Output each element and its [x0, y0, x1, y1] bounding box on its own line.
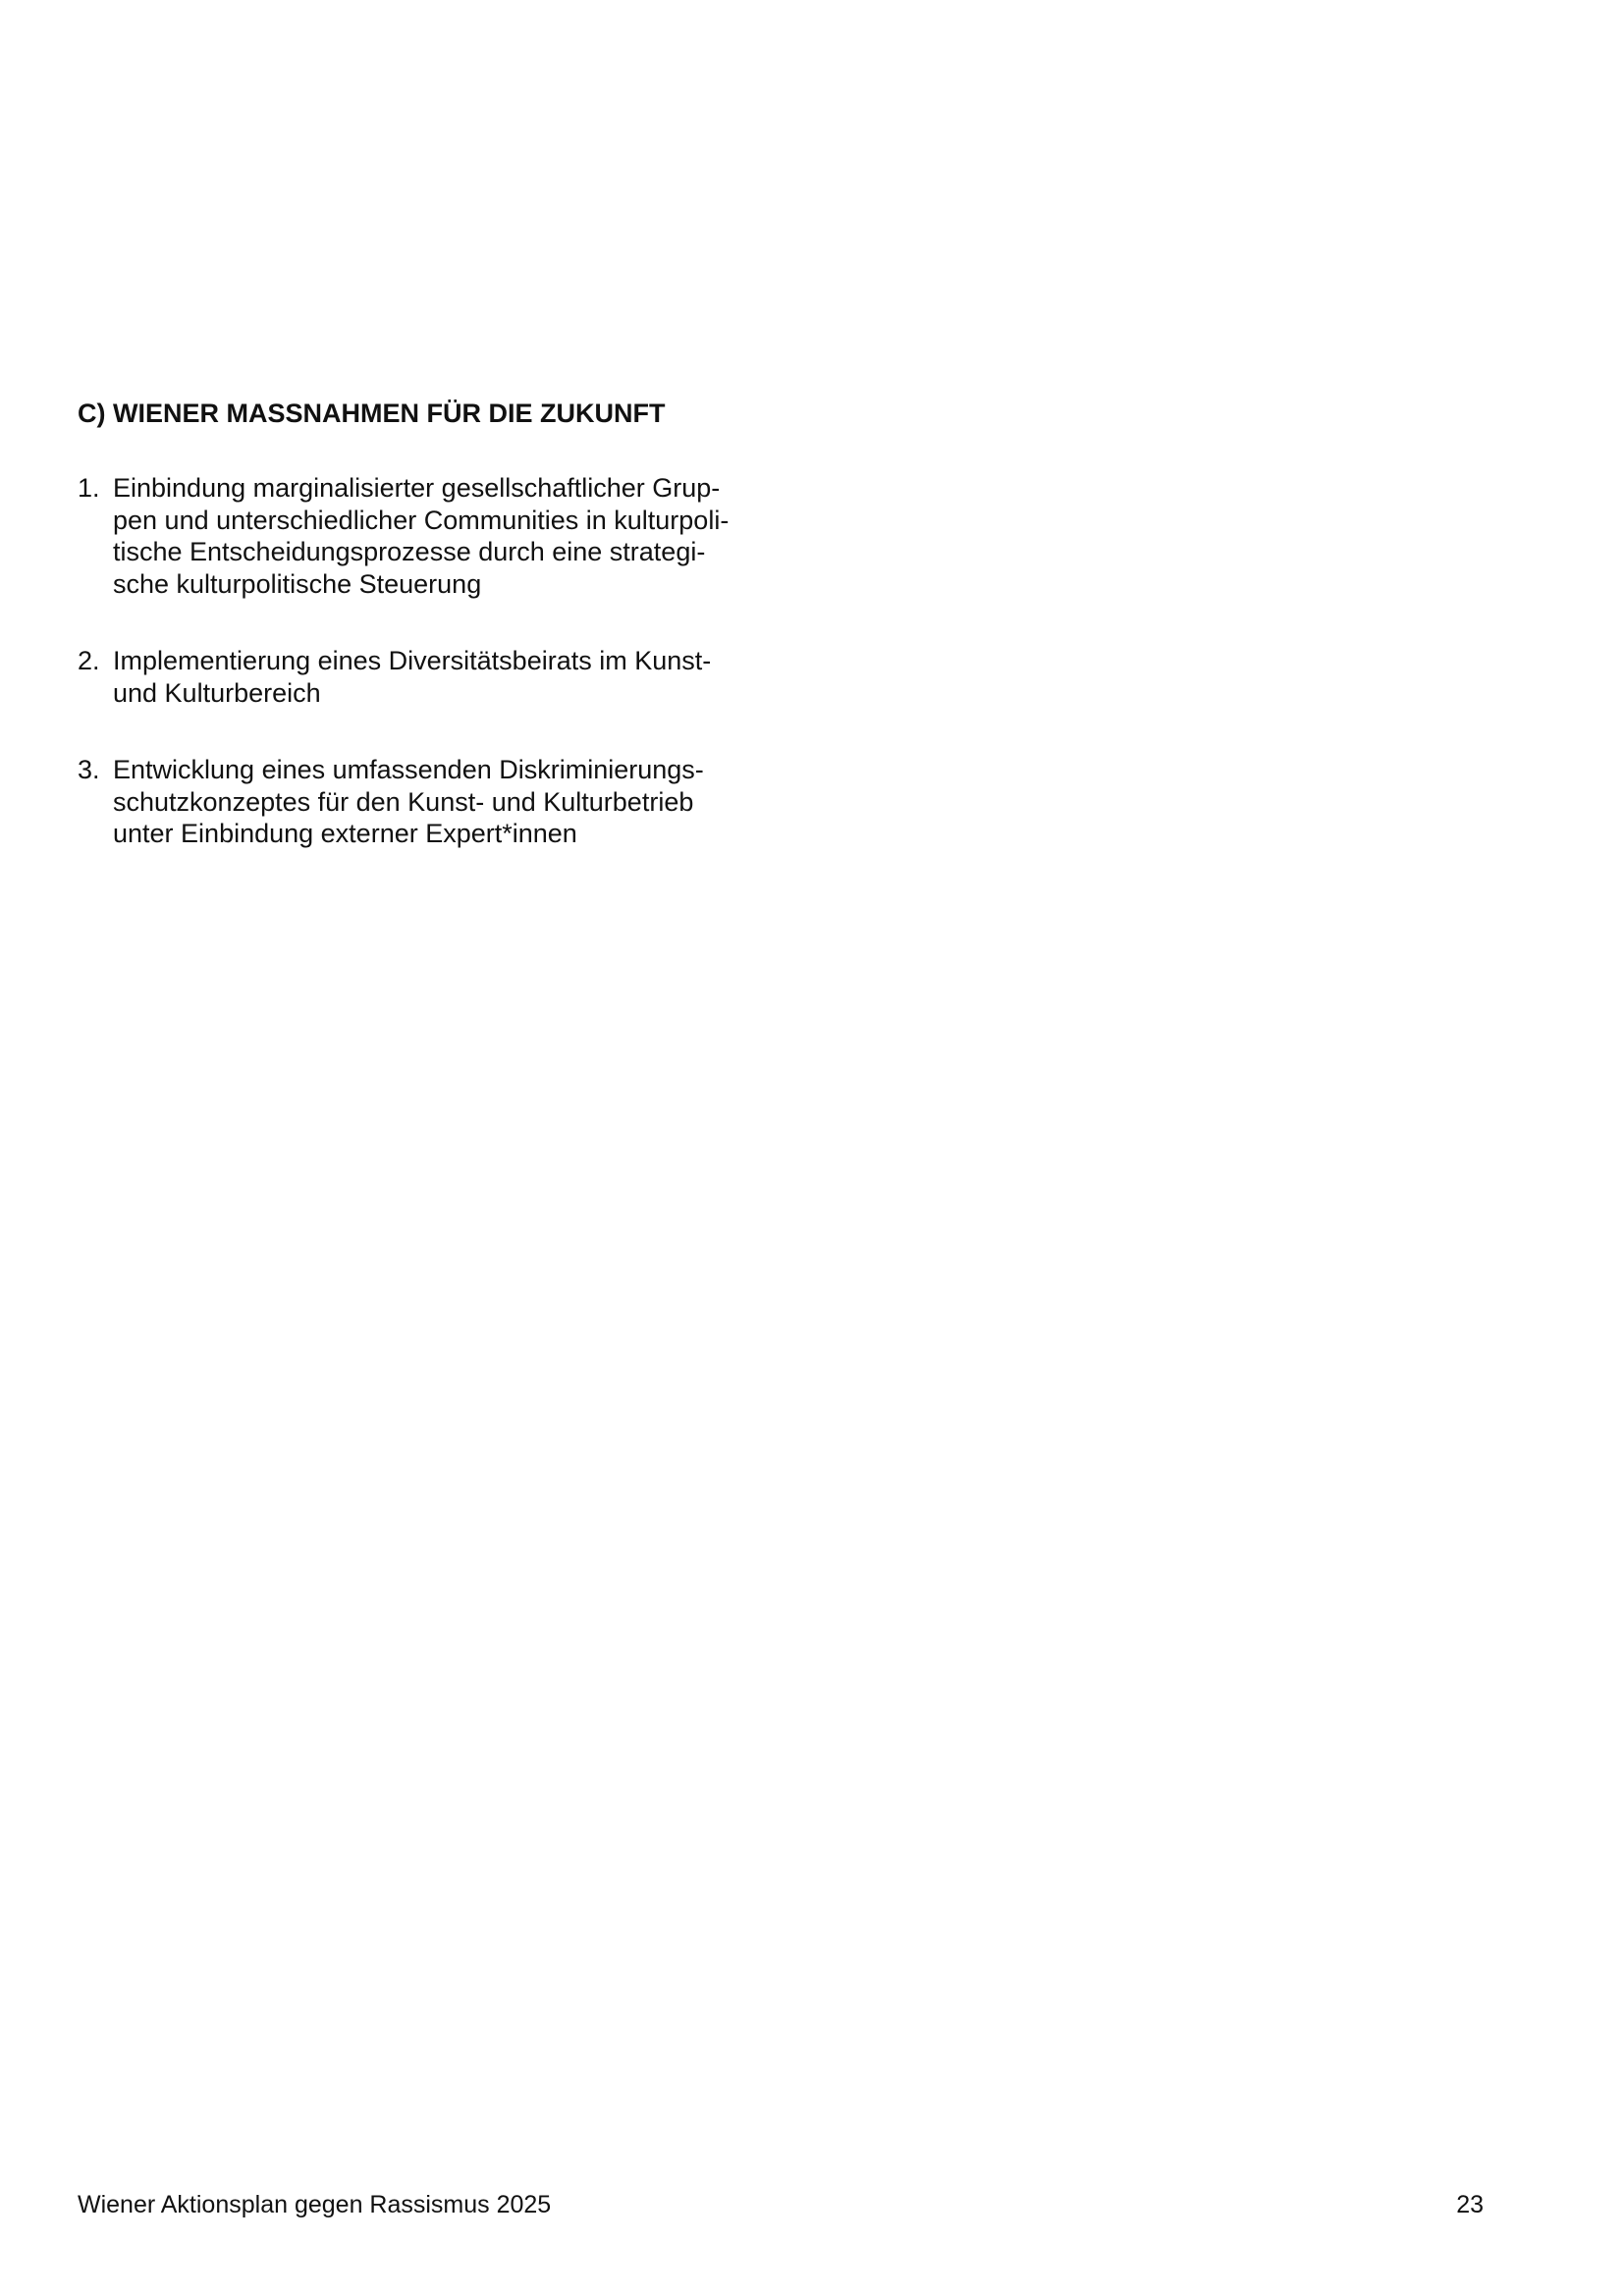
measure-number-1: 1. — [78, 473, 100, 503]
measure-3-line-2: schutzkonzeptes für den Kunst- und Kulturbetrieb — [113, 786, 694, 817]
measure-3-line-3: unter Einbindung externer Expert*innen — [113, 819, 577, 848]
section-heading: C) WIENER MASSNAHMEN FÜR DIE ZUKUNFT — [78, 399, 666, 428]
measure-3-line-1: Entwicklung eines umfassenden Diskriminierungs- — [113, 755, 704, 784]
measure-item-1 — [78, 472, 765, 600]
measures-list — [78, 472, 765, 850]
measure-number-2: 2. — [78, 646, 100, 675]
measure-1-line-3: tische Entscheidungsprozesse durch eine strategi- — [113, 537, 706, 566]
measure-item-3 — [78, 754, 765, 850]
page-number: 23 — [1456, 2191, 1484, 2218]
measure-1-line-4: sche kulturpolitische Steuerung — [113, 568, 482, 599]
measure-1-line-1: Einbindung marginalisierter gesellschaftlicher Grup- — [113, 473, 721, 503]
measure-2-line-2: und Kulturbereich — [113, 677, 321, 708]
footer-title: Wiener Aktionsplan gegen Rassismus 2025 — [78, 2191, 552, 2218]
measure-1-line-2: pen und unterschiedlicher Communities in kulturpoli- — [113, 505, 730, 535]
measure-2-line-1: Implementierung eines Diversitätsbeirats im Kunst- — [113, 646, 712, 675]
measure-number-3: 3. — [78, 755, 100, 784]
measure-item-2 — [78, 645, 765, 709]
